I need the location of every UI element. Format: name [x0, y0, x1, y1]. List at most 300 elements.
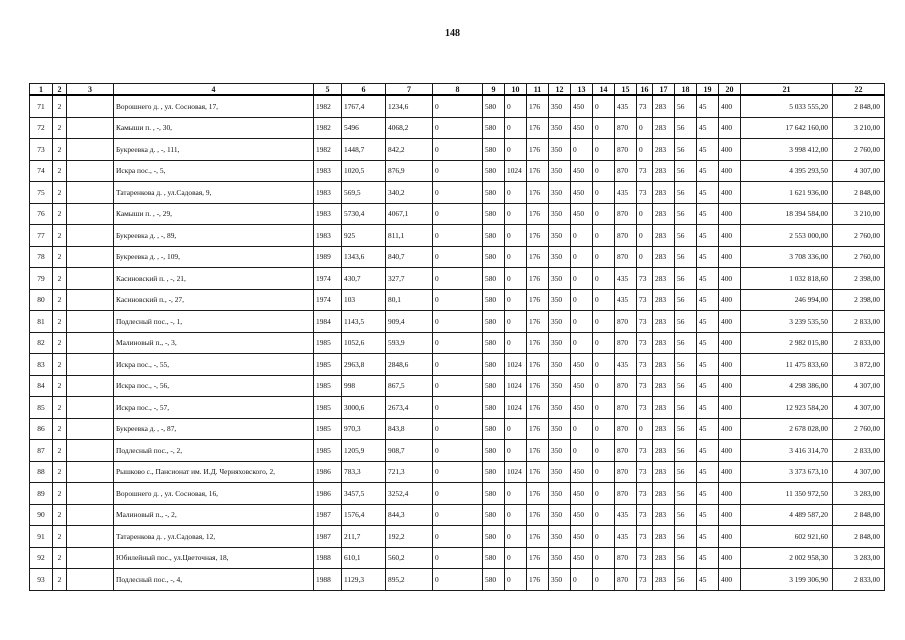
table-cell: 45: [697, 569, 719, 591]
table-cell: 870: [615, 332, 637, 354]
table-cell: 0: [433, 311, 483, 333]
table-cell: 0: [433, 182, 483, 204]
column-header-18: 18: [675, 84, 697, 96]
table-cell: Малиновый п., -, 3,: [114, 332, 314, 354]
table-cell: 1143,5: [342, 311, 386, 333]
table-cell: 45: [697, 526, 719, 548]
table-cell: 4067,1: [386, 203, 433, 225]
table-cell: 74: [30, 160, 53, 182]
table-cell: 895,2: [386, 569, 433, 591]
table-cell: 0: [433, 225, 483, 247]
table-cell: 721,3: [386, 461, 433, 483]
table-cell: 176: [527, 375, 549, 397]
column-header-4: 4: [114, 84, 314, 96]
column-header-12: 12: [549, 84, 571, 96]
table-cell: 580: [483, 418, 505, 440]
table-cell: 2 760,00: [833, 225, 885, 247]
table-cell: 580: [483, 289, 505, 311]
table-row: [30, 569, 885, 591]
table-row: [30, 461, 885, 483]
table-cell: 400: [719, 139, 741, 161]
table-cell: 1767,4: [342, 95, 386, 117]
table-cell: 0: [433, 418, 483, 440]
table-cell: 1986: [314, 483, 342, 505]
table-cell: 283: [653, 268, 675, 290]
table-cell: 580: [483, 95, 505, 117]
table-cell: 0: [433, 440, 483, 462]
table-cell: 176: [527, 246, 549, 268]
table-cell: 350: [549, 311, 571, 333]
table-cell: 283: [653, 160, 675, 182]
table-cell: 435: [615, 182, 637, 204]
table-cell: 45: [697, 203, 719, 225]
table-cell: 1985: [314, 397, 342, 419]
table-cell: [67, 354, 114, 376]
table-cell: 56: [675, 547, 697, 569]
table-cell: [67, 375, 114, 397]
table-cell: 400: [719, 547, 741, 569]
table-cell: 450: [571, 375, 593, 397]
table-cell: 176: [527, 461, 549, 483]
table-row: [30, 139, 885, 161]
table-cell: 56: [675, 225, 697, 247]
table-cell: 870: [615, 397, 637, 419]
table-cell: 56: [675, 354, 697, 376]
table-cell: 1974: [314, 268, 342, 290]
table-cell: 283: [653, 418, 675, 440]
table-cell: 1983: [314, 160, 342, 182]
table-cell: 0: [571, 268, 593, 290]
table-cell: [67, 139, 114, 161]
table-cell: 0: [505, 203, 527, 225]
table-cell: Подлесный пос., -, 4,: [114, 569, 314, 591]
table-cell: 400: [719, 225, 741, 247]
table-cell: 56: [675, 160, 697, 182]
table-cell: 842,2: [386, 139, 433, 161]
table-cell: 400: [719, 311, 741, 333]
table-cell: 2: [53, 289, 67, 311]
table-row: [30, 311, 885, 333]
table-cell: 0: [593, 225, 615, 247]
table-cell: 0: [637, 117, 653, 139]
table-cell: 283: [653, 225, 675, 247]
table-cell: 350: [549, 160, 571, 182]
table-cell: 93: [30, 569, 53, 591]
table-cell: 0: [433, 569, 483, 591]
table-cell: 0: [505, 483, 527, 505]
table-cell: 870: [615, 246, 637, 268]
table-cell: 450: [571, 526, 593, 548]
table-cell: [67, 289, 114, 311]
table-cell: 0: [593, 397, 615, 419]
table-cell: 350: [549, 95, 571, 117]
table-cell: 2 848,00: [833, 504, 885, 526]
table-cell: 56: [675, 182, 697, 204]
table-cell: 580: [483, 225, 505, 247]
column-number-row: [30, 84, 885, 96]
table-cell: 925: [342, 225, 386, 247]
table-cell: 0: [433, 526, 483, 548]
table-cell: 783,3: [342, 461, 386, 483]
table-cell: 283: [653, 526, 675, 548]
table-cell: 0: [637, 139, 653, 161]
table-cell: 2 848,00: [833, 182, 885, 204]
table-cell: 400: [719, 332, 741, 354]
table-cell: 0: [505, 182, 527, 204]
table-cell: 0: [637, 203, 653, 225]
table-cell: 1 032 818,60: [741, 268, 833, 290]
table-cell: 400: [719, 246, 741, 268]
table-cell: Юбилейный пос., ул.Цветочная, 18,: [114, 547, 314, 569]
table-cell: 1982: [314, 117, 342, 139]
table-cell: 2: [53, 569, 67, 591]
table-row: [30, 225, 885, 247]
table-cell: 0: [505, 268, 527, 290]
table-cell: 283: [653, 139, 675, 161]
table-cell: 0: [593, 354, 615, 376]
table-cell: 400: [719, 461, 741, 483]
column-header-1: 1: [30, 84, 53, 96]
table-cell: 176: [527, 440, 549, 462]
table-cell: 450: [571, 203, 593, 225]
table-cell: 0: [593, 311, 615, 333]
table-cell: 86: [30, 418, 53, 440]
table-cell: 176: [527, 547, 549, 569]
table-cell: 0: [433, 332, 483, 354]
table-cell: [67, 526, 114, 548]
table-cell: 3 239 535,50: [741, 311, 833, 333]
table-cell: 283: [653, 117, 675, 139]
table-cell: 176: [527, 526, 549, 548]
table-cell: 283: [653, 95, 675, 117]
table-cell: 2: [53, 397, 67, 419]
table-cell: 176: [527, 418, 549, 440]
table-cell: 0: [593, 117, 615, 139]
table-cell: 73: [637, 526, 653, 548]
table-cell: 3 210,00: [833, 203, 885, 225]
table-cell: 350: [549, 182, 571, 204]
table-cell: 5 033 555,20: [741, 95, 833, 117]
table-cell: 283: [653, 246, 675, 268]
table-cell: Камыши п. , -, 29,: [114, 203, 314, 225]
table-cell: 580: [483, 311, 505, 333]
table-cell: 3 998 412,00: [741, 139, 833, 161]
table-cell: 350: [549, 569, 571, 591]
table-cell: 45: [697, 182, 719, 204]
table-cell: 56: [675, 461, 697, 483]
table-cell: 602 921,60: [741, 526, 833, 548]
table-cell: 450: [571, 461, 593, 483]
table-cell: 580: [483, 526, 505, 548]
table-cell: 1984: [314, 311, 342, 333]
table-row: [30, 95, 885, 117]
table-cell: [67, 440, 114, 462]
table-cell: 350: [549, 483, 571, 505]
table-cell: 84: [30, 375, 53, 397]
table-cell: 2 760,00: [833, 139, 885, 161]
table-cell: 580: [483, 547, 505, 569]
column-header-7: 7: [386, 84, 433, 96]
table-cell: 4 307,00: [833, 397, 885, 419]
table-cell: Татаренкова д. , ул.Садовая, 12,: [114, 526, 314, 548]
column-header-17: 17: [653, 84, 675, 96]
table-cell: 350: [549, 504, 571, 526]
table-cell: 400: [719, 569, 741, 591]
table-cell: Букреевка д. , -, 89,: [114, 225, 314, 247]
table-cell: Татаренкова д. , ул.Садовая, 9,: [114, 182, 314, 204]
table-cell: 2963,8: [342, 354, 386, 376]
table-cell: 45: [697, 117, 719, 139]
table-cell: 0: [593, 95, 615, 117]
table-cell: 870: [615, 225, 637, 247]
table-cell: 73: [637, 311, 653, 333]
table-cell: 2 833,00: [833, 311, 885, 333]
table-cell: 350: [549, 332, 571, 354]
table-cell: [67, 182, 114, 204]
table-cell: 89: [30, 483, 53, 505]
table-cell: 283: [653, 311, 675, 333]
table-cell: 2: [53, 483, 67, 505]
table-cell: 45: [697, 289, 719, 311]
table-cell: 56: [675, 289, 697, 311]
table-cell: Букреевка д. , -, 111,: [114, 139, 314, 161]
table-cell: 870: [615, 461, 637, 483]
table-cell: 0: [571, 418, 593, 440]
table-cell: 73: [637, 375, 653, 397]
table-cell: 56: [675, 268, 697, 290]
table-cell: 1988: [314, 547, 342, 569]
table-cell: 2: [53, 547, 67, 569]
table-cell: 1020,5: [342, 160, 386, 182]
column-header-10: 10: [505, 84, 527, 96]
table-cell: 350: [549, 289, 571, 311]
table-cell: Касиновский п. , -, 21,: [114, 268, 314, 290]
table-cell: [67, 547, 114, 569]
table-cell: 45: [697, 461, 719, 483]
table-cell: 2: [53, 375, 67, 397]
table-cell: 450: [571, 95, 593, 117]
table-cell: Букреевка д. , -, 87,: [114, 418, 314, 440]
table-cell: 45: [697, 95, 719, 117]
table-cell: 283: [653, 182, 675, 204]
table-cell: 73: [637, 95, 653, 117]
table-cell: 45: [697, 311, 719, 333]
table-cell: 1024: [505, 461, 527, 483]
table-cell: 246 994,00: [741, 289, 833, 311]
table-cell: 45: [697, 139, 719, 161]
table-cell: 0: [593, 268, 615, 290]
table-cell: 908,7: [386, 440, 433, 462]
table-row: [30, 397, 885, 419]
table-cell: Ворошнего д. , ул. Сосновая, 17,: [114, 95, 314, 117]
table-cell: 73: [637, 182, 653, 204]
table-cell: [67, 332, 114, 354]
table-cell: 4068,2: [386, 117, 433, 139]
table-cell: 580: [483, 160, 505, 182]
table-cell: 56: [675, 139, 697, 161]
table-cell: 400: [719, 483, 741, 505]
table-cell: 1024: [505, 354, 527, 376]
table-cell: 350: [549, 246, 571, 268]
table-cell: 870: [615, 160, 637, 182]
table-cell: 73: [637, 289, 653, 311]
table-cell: 0: [505, 440, 527, 462]
table-cell: 283: [653, 397, 675, 419]
table-cell: 0: [433, 117, 483, 139]
table-cell: 580: [483, 397, 505, 419]
table-cell: 400: [719, 203, 741, 225]
table-cell: 1343,6: [342, 246, 386, 268]
table-cell: 0: [593, 483, 615, 505]
table-cell: 176: [527, 332, 549, 354]
table-cell: 11 475 833,60: [741, 354, 833, 376]
table-cell: 2: [53, 246, 67, 268]
table-cell: 4 307,00: [833, 375, 885, 397]
table-cell: 73: [637, 332, 653, 354]
column-header-19: 19: [697, 84, 719, 96]
table-cell: 870: [615, 375, 637, 397]
table-cell: 45: [697, 225, 719, 247]
table-cell: 580: [483, 139, 505, 161]
table-cell: Камыши п. , -, 30,: [114, 117, 314, 139]
table-cell: 3457,5: [342, 483, 386, 505]
column-header-21: 21: [741, 84, 833, 96]
table-cell: 867,5: [386, 375, 433, 397]
table-cell: 56: [675, 526, 697, 548]
table-cell: 327,7: [386, 268, 433, 290]
table-cell: 400: [719, 117, 741, 139]
table-cell: 0: [593, 160, 615, 182]
table-cell: 870: [615, 203, 637, 225]
table-cell: 350: [549, 526, 571, 548]
table-cell: 580: [483, 246, 505, 268]
table-cell: 2 553 000,00: [741, 225, 833, 247]
table-cell: 400: [719, 440, 741, 462]
table-cell: 1448,7: [342, 139, 386, 161]
table-cell: 811,1: [386, 225, 433, 247]
table-cell: [67, 311, 114, 333]
table-cell: 72: [30, 117, 53, 139]
table-cell: 560,2: [386, 547, 433, 569]
table-cell: 998: [342, 375, 386, 397]
table-row: [30, 203, 885, 225]
table-cell: 176: [527, 225, 549, 247]
table-cell: 1024: [505, 397, 527, 419]
table-cell: 71: [30, 95, 53, 117]
table-cell: Искра пос., -, 55,: [114, 354, 314, 376]
table-cell: 176: [527, 289, 549, 311]
table-cell: 80,1: [386, 289, 433, 311]
table-cell: 350: [549, 203, 571, 225]
table-cell: 73: [637, 461, 653, 483]
table-cell: 569,5: [342, 182, 386, 204]
table-cell: 45: [697, 160, 719, 182]
table-cell: 0: [505, 332, 527, 354]
table-cell: 2: [53, 160, 67, 182]
column-header-11: 11: [527, 84, 549, 96]
table-cell: 0: [571, 246, 593, 268]
table-cell: 45: [697, 397, 719, 419]
table-cell: 3 283,00: [833, 483, 885, 505]
table-cell: 970,3: [342, 418, 386, 440]
table-cell: 176: [527, 354, 549, 376]
table-cell: 0: [593, 289, 615, 311]
table-cell: 283: [653, 504, 675, 526]
table-cell: 0: [571, 311, 593, 333]
table-cell: Искра пос., -, 57,: [114, 397, 314, 419]
table-cell: 176: [527, 569, 549, 591]
table-cell: 1982: [314, 139, 342, 161]
table-cell: 0: [433, 354, 483, 376]
table-cell: 1987: [314, 526, 342, 548]
table-cell: 0: [505, 569, 527, 591]
table-cell: 0: [433, 375, 483, 397]
table-cell: 18 394 584,00: [741, 203, 833, 225]
table-cell: 870: [615, 311, 637, 333]
table-cell: 45: [697, 375, 719, 397]
table-cell: Букреевка д. , -, 109,: [114, 246, 314, 268]
table-cell: 1576,4: [342, 504, 386, 526]
table-cell: 400: [719, 526, 741, 548]
table-cell: 73: [637, 547, 653, 569]
table-cell: 400: [719, 354, 741, 376]
table-cell: 56: [675, 375, 697, 397]
table-cell: 176: [527, 397, 549, 419]
table-cell: 0: [637, 225, 653, 247]
table-cell: 0: [433, 95, 483, 117]
table-cell: 909,4: [386, 311, 433, 333]
table-cell: Искра пос., -, 5,: [114, 160, 314, 182]
table-cell: 1052,6: [342, 332, 386, 354]
table-cell: 0: [433, 461, 483, 483]
table-cell: 88: [30, 461, 53, 483]
table-cell: 176: [527, 182, 549, 204]
table-cell: 56: [675, 418, 697, 440]
table-cell: 1985: [314, 332, 342, 354]
table-cell: 580: [483, 268, 505, 290]
column-header-20: 20: [719, 84, 741, 96]
table-cell: 1986: [314, 461, 342, 483]
table-cell: 2: [53, 117, 67, 139]
table-cell: 4 489 587,20: [741, 504, 833, 526]
table-cell: 76: [30, 203, 53, 225]
table-cell: 0: [433, 139, 483, 161]
table-cell: 2: [53, 354, 67, 376]
table-cell: 0: [433, 246, 483, 268]
table-cell: 92: [30, 547, 53, 569]
table-row: [30, 182, 885, 204]
table-cell: 0: [433, 160, 483, 182]
table-cell: 2: [53, 95, 67, 117]
table-cell: 870: [615, 483, 637, 505]
table-cell: 870: [615, 418, 637, 440]
table-cell: 79: [30, 268, 53, 290]
table-cell: 580: [483, 332, 505, 354]
table-cell: 1024: [505, 160, 527, 182]
table-cell: 400: [719, 375, 741, 397]
table-cell: 56: [675, 332, 697, 354]
table-cell: 78: [30, 246, 53, 268]
table-cell: 610,1: [342, 547, 386, 569]
table-cell: 2: [53, 526, 67, 548]
table-cell: 0: [571, 139, 593, 161]
table-cell: 1985: [314, 418, 342, 440]
table-cell: 350: [549, 397, 571, 419]
table-cell: 430,7: [342, 268, 386, 290]
table-cell: 91: [30, 526, 53, 548]
table-cell: 56: [675, 311, 697, 333]
table-cell: 103: [342, 289, 386, 311]
